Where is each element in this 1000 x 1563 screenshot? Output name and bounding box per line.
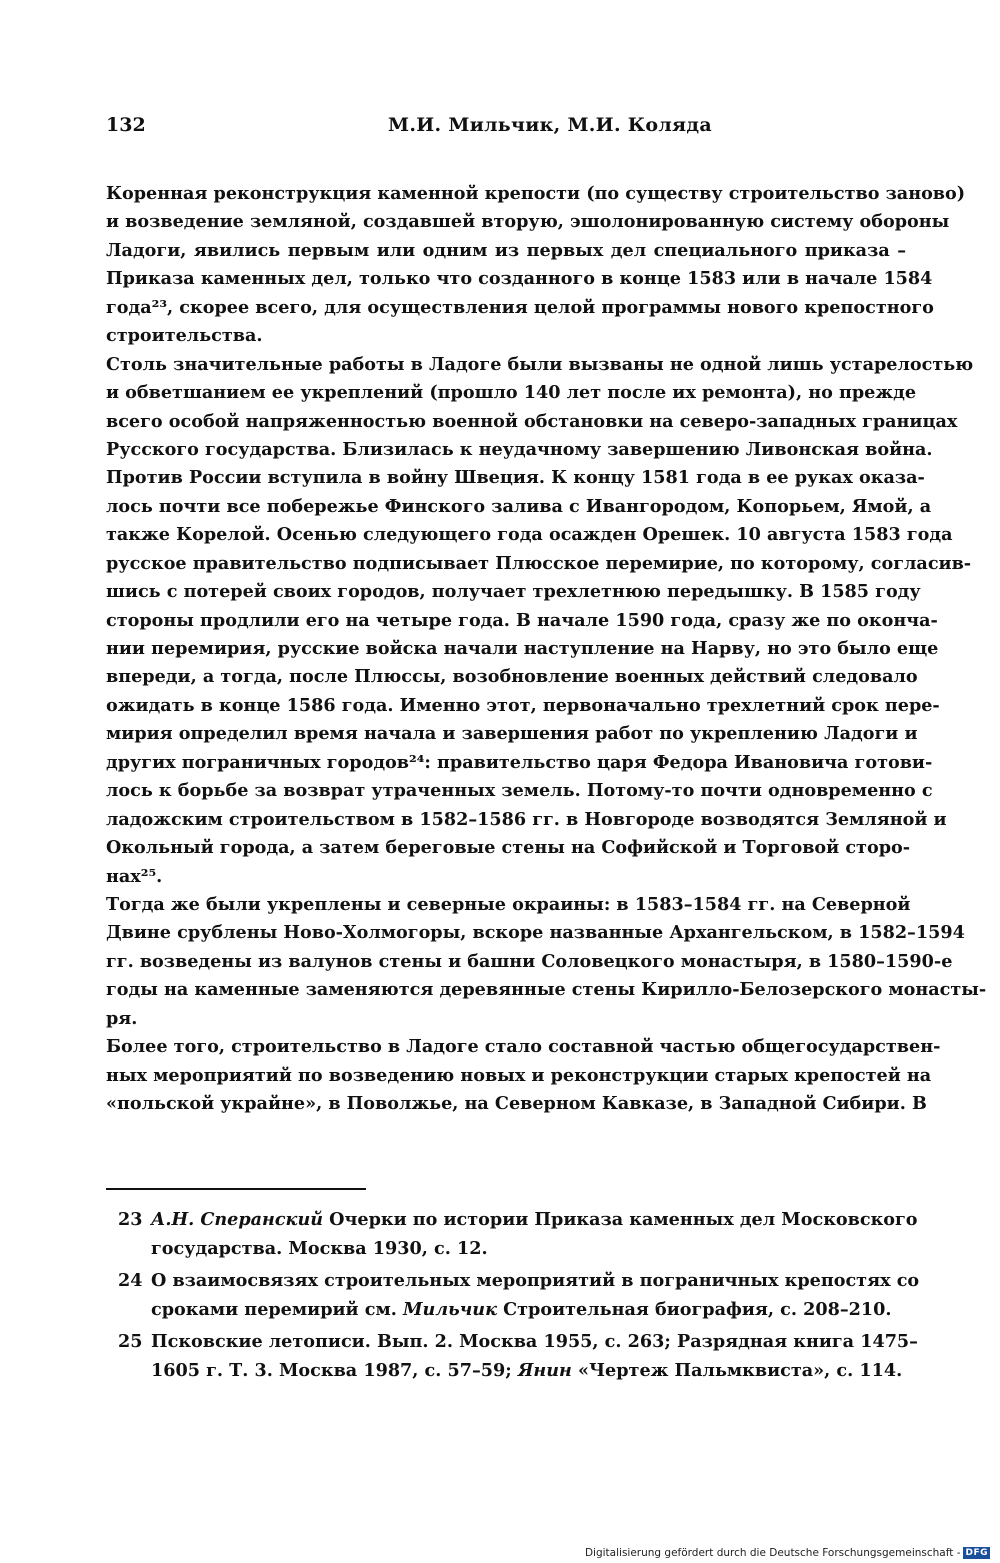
text-line: Тогда же были укреплены и северные окраины: в 1583–1584 гг. на Северной (106, 893, 911, 915)
footnote-text: сроками перемирий см. (151, 1298, 403, 1320)
text-line: строительства. (106, 325, 263, 347)
digitization-notice (585, 1547, 990, 1559)
footnote-23 (106, 1206, 918, 1263)
text-line: лось почти все побережье Финского залива с Ивангородом, Копорьем, Ямой, а (106, 495, 932, 517)
footnote-divider (106, 1188, 366, 1190)
text-line: «польской украйне», в Поволжье, на Северном Кавказе, в Западной Сибири. В (106, 1093, 927, 1114)
text-line: Приказа каменных дел, только что созданного в конце 1583 или в начале 1584 (106, 268, 933, 290)
footnote-line: Псковские летописи. Вып. 2. Москва 1955, с. 263; Разрядная книга 1475– (151, 1331, 918, 1352)
footnote-25 (106, 1328, 918, 1385)
text-line: гг. возведены из валунов стены и башни Соловецкого монастыря, в 1580–1590-е (106, 950, 953, 972)
footnote-author: А.Н. Сперанский (151, 1209, 324, 1230)
running-head: М.И. Мильчик, М.И. Коляда (388, 114, 712, 136)
text-line: также Корелой. Осенью следующего года осажден Орешек. 10 августа 1583 года (106, 524, 953, 546)
footnote-line: О взаимосвязях строительных мероприятий в пограничных крепостях со (151, 1270, 920, 1291)
text-line: стороны продлили его на четыре года. В начале 1590 года, сразу же по оконча- (106, 609, 938, 631)
footnote-number: 23 (118, 1209, 143, 1230)
text-line: нии перемирия, русские войска начали наступление на Нарву, но это было еще (106, 638, 939, 659)
text-line: года²³, скорее всего, для осуществления целой программы нового крепостного (106, 296, 934, 318)
text-line: Ладоги, явились первым или одним из первых дел специального приказа – (106, 239, 906, 261)
text-line: Окольный города, а затем береговые стены на Софийской и Торговой сторо- (106, 837, 911, 859)
text-line: Двине срублены Ново-Холмогоры, вскоре названные Архангельском, в 1582–1594 (106, 922, 965, 944)
text-line: всего особой напряженностью военной обстановки на северо-западных границах (106, 410, 958, 432)
text-line: шись с потерей своих городов, получает трехлетнюю передышку. В 1585 году (106, 581, 921, 603)
footnote-text: 1605 г. Т. 3. Москва 1987, с. 57–59; (151, 1359, 518, 1381)
footnote-author: Янин (517, 1359, 572, 1381)
footnote-text: Строительная биография, с. 208–210. (497, 1298, 892, 1320)
footnote-24 (106, 1267, 920, 1324)
text-line: ных мероприятий по возведению новых и реконструкции старых крепостей на (106, 1064, 932, 1086)
text-line: Более того, строительство в Ладоге стало составной частью общегосударствен- (106, 1036, 941, 1058)
digitization-notice-text: Digitalisierung gefördert durch die Deutsche Forschungsgemeinschaft - (584, 1547, 961, 1559)
text-line: нах²⁵. (106, 865, 163, 887)
footnote-line (151, 1357, 906, 1386)
dfg-logo: DFG (965, 1548, 988, 1558)
text-line: Коренная реконструкция каменной крепости (по существу строительство заново) (106, 183, 966, 204)
text-line: и обветшанием ее укреплений (прошло 140 лет после их ремонта), но прежде (106, 382, 917, 404)
footnote-line (151, 1296, 906, 1325)
footnotes (106, 1206, 920, 1389)
footnote-number: 24 (118, 1270, 143, 1291)
footnote-text: Очерки по истории Приказа каменных дел Московского (323, 1209, 918, 1230)
footnote-line: государства. Москва 1930, с. 12. (151, 1237, 488, 1259)
text-line: годы на каменные заменяются деревянные стены Кирилло-Белозерского монасты- (106, 979, 987, 1001)
footnote-line (151, 1206, 918, 1235)
text-line: других пограничных городов²⁴: правительство царя Федора Ивановича готови- (106, 751, 933, 773)
text-line: Столь значительные работы в Ладоге были вызваны не одной лишь устарелостью (106, 353, 974, 375)
text-line: и возведение земляной, создавшей вторую, эшолонированную систему обороны (106, 211, 950, 233)
text-line: Русского государства. Близилась к неудачному завершению Ливонская война. (106, 438, 933, 460)
text-line: ладожским строительством в 1582–1586 гг. в Новгороде возводятся Земляной и (106, 808, 947, 830)
page-number: 132 (106, 114, 146, 136)
text-line: ря. (106, 1007, 138, 1029)
text-line: впереди, а тогда, после Плюссы, возобновление военных действий следовало (106, 666, 918, 688)
text-line: русское правительство подписывает Плюсское перемирие, по которому, согласив- (106, 552, 972, 574)
footnote-author: Мильчик (402, 1298, 498, 1320)
footnote-text: «Чертеж Пальмквиста», с. 114. (571, 1359, 903, 1381)
text-line: мирия определил время начала и завершения работ по укреплению Ладоги и (106, 723, 918, 745)
text-line: ожидать в конце 1586 года. Именно этот, первоначально трехлетний срок пере- (106, 694, 940, 716)
text-line: Против России вступила в войну Швеция. К концу 1581 года в ее руках оказа- (106, 467, 925, 489)
text-line: лось к борьбе за возврат утраченных земель. Потому-то почти одновременно с (106, 780, 933, 802)
body-text (106, 180, 987, 1118)
footnote-number: 25 (118, 1331, 143, 1352)
